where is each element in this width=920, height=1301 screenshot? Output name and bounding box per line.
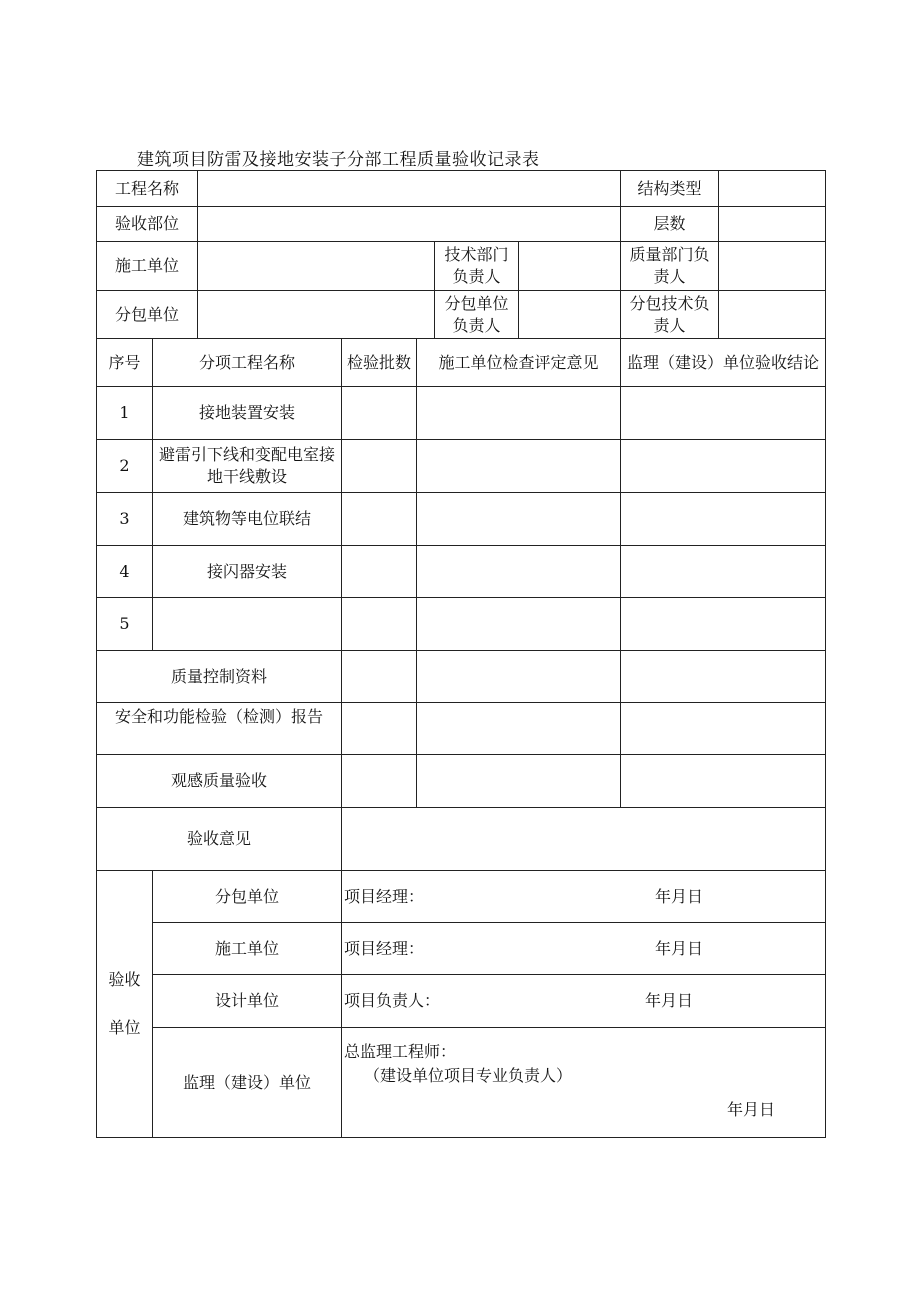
item-construction-opinion[interactable]	[417, 598, 621, 651]
item-seq: 3	[97, 493, 153, 546]
table-row	[97, 440, 826, 493]
quality-control-docs-conclusion[interactable]	[621, 651, 826, 703]
col-item-name-header: 分项工程名称	[153, 339, 342, 387]
appearance-quality-conclusion[interactable]	[621, 755, 826, 808]
appearance-quality-count[interactable]	[342, 755, 417, 808]
acceptance-opinion-label: 验收意见	[97, 808, 342, 871]
acceptance-units-group-label: 验收 单位	[97, 871, 153, 1138]
item-name: 接地装置安装	[153, 387, 342, 440]
safety-function-report-conclusion[interactable]	[621, 703, 826, 755]
subcontract-unit-head-field[interactable]	[519, 291, 621, 339]
sign-field[interactable]	[342, 975, 826, 1028]
sign-date-label: 年月日	[655, 886, 704, 906]
item-seq: 4	[97, 546, 153, 598]
sign-role-label: 项目经理：	[344, 886, 425, 906]
construction-unit-label: 施工单位	[97, 242, 198, 291]
quality-control-docs-opinion[interactable]	[417, 651, 621, 703]
acceptance-part-label: 验收部位	[97, 207, 198, 242]
chief-supervisor-label: 总监理工程师：	[344, 1041, 457, 1061]
col-batch-count-header: 检验批数	[342, 339, 417, 387]
col-seq-header: 序号	[97, 339, 153, 387]
structure-type-label: 结构类型	[621, 171, 719, 207]
item-name: 建筑物等电位联结	[153, 493, 342, 546]
safety-function-report-label: 安全和功能检验（检测）报告	[97, 703, 342, 755]
subcontract-tech-head-label: 分包技术负责人	[621, 291, 719, 339]
quality-dept-head-label: 质量部门负责人	[621, 242, 719, 291]
floors-field[interactable]	[719, 207, 826, 242]
sign-unit-label: 分包单位	[153, 871, 342, 923]
col-supervision-conclusion-header: 监理（建设）单位验收结论	[621, 339, 826, 387]
row-sign-supervision	[97, 1028, 826, 1138]
item-construction-opinion[interactable]	[417, 493, 621, 546]
sign-date-label: 年月日	[655, 938, 704, 958]
item-batch-count[interactable]	[342, 387, 417, 440]
item-construction-opinion[interactable]	[417, 546, 621, 598]
floors-label: 层数	[621, 207, 719, 242]
tech-dept-head-field[interactable]	[519, 242, 621, 291]
item-batch-count[interactable]	[342, 546, 417, 598]
safety-function-report-opinion[interactable]	[417, 703, 621, 755]
subcontract-unit-field[interactable]	[198, 291, 435, 339]
table-row	[97, 598, 826, 651]
appearance-quality-opinion[interactable]	[417, 755, 621, 808]
sign-field[interactable]	[342, 923, 826, 975]
safety-function-report-count[interactable]	[342, 703, 417, 755]
item-name[interactable]	[153, 598, 342, 651]
item-supervision-conclusion[interactable]	[621, 598, 826, 651]
col-construction-opinion-header: 施工单位检查评定意见	[417, 339, 621, 387]
tech-dept-head-label: 技术部门负责人	[435, 242, 519, 291]
item-supervision-conclusion[interactable]	[621, 387, 826, 440]
project-name-label: 工程名称	[97, 171, 198, 207]
sign-unit-label: 监理（建设）单位	[153, 1028, 342, 1138]
owner-project-head-label: （建设单位项目专业负责人）	[364, 1065, 573, 1085]
row-acceptance-part	[97, 207, 826, 242]
row-subcontract-unit	[97, 291, 826, 339]
table-row	[97, 387, 826, 440]
appearance-quality-label: 观感质量验收	[97, 755, 342, 808]
row-project-name	[97, 171, 826, 207]
row-sign-design	[97, 975, 826, 1028]
item-seq: 2	[97, 440, 153, 493]
row-acceptance-opinion	[97, 808, 826, 871]
acceptance-record-table	[96, 170, 826, 1138]
sign-field[interactable]	[342, 1028, 826, 1138]
sign-role-label: 项目负责人：	[344, 991, 441, 1010]
row-safety-function-report	[97, 703, 826, 755]
row-appearance-quality	[97, 755, 826, 808]
sign-date-label: 年月日	[645, 991, 694, 1010]
column-header-row	[97, 339, 826, 387]
item-construction-opinion[interactable]	[417, 387, 621, 440]
table-row	[97, 493, 826, 546]
item-seq: 1	[97, 387, 153, 440]
row-construction-unit	[97, 242, 826, 291]
item-supervision-conclusion[interactable]	[621, 493, 826, 546]
form-title: 建筑项目防雷及接地安装子分部工程质量验收记录表	[137, 150, 540, 170]
item-supervision-conclusion[interactable]	[621, 440, 826, 493]
structure-type-field[interactable]	[719, 171, 826, 207]
row-sign-subcontract	[97, 871, 826, 923]
item-name: 避雷引下线和变配电室接地干线敷设	[153, 440, 342, 493]
acceptance-part-field[interactable]	[198, 207, 621, 242]
quality-control-docs-label: 质量控制资料	[97, 651, 342, 703]
subcontract-unit-label: 分包单位	[97, 291, 198, 339]
item-supervision-conclusion[interactable]	[621, 546, 826, 598]
item-batch-count[interactable]	[342, 493, 417, 546]
item-batch-count[interactable]	[342, 440, 417, 493]
row-quality-control-docs	[97, 651, 826, 703]
project-name-field[interactable]	[198, 171, 621, 207]
sign-unit-label: 设计单位	[153, 975, 342, 1028]
item-name: 接闪器安装	[153, 546, 342, 598]
acceptance-opinion-field[interactable]	[342, 808, 826, 871]
subcontract-tech-head-field[interactable]	[719, 291, 826, 339]
table-row	[97, 546, 826, 598]
sign-date-label: 年月日	[727, 1099, 776, 1119]
item-construction-opinion[interactable]	[417, 440, 621, 493]
quality-dept-head-field[interactable]	[719, 242, 826, 291]
quality-control-docs-count[interactable]	[342, 651, 417, 703]
row-sign-construction	[97, 923, 826, 975]
construction-unit-field[interactable]	[198, 242, 435, 291]
sign-unit-label: 施工单位	[153, 923, 342, 975]
subcontract-unit-head-label: 分包单位负责人	[435, 291, 519, 339]
sign-role-label: 项目经理：	[344, 938, 425, 958]
sign-field[interactable]	[342, 871, 826, 923]
item-seq: 5	[97, 598, 153, 651]
item-batch-count[interactable]	[342, 598, 417, 651]
